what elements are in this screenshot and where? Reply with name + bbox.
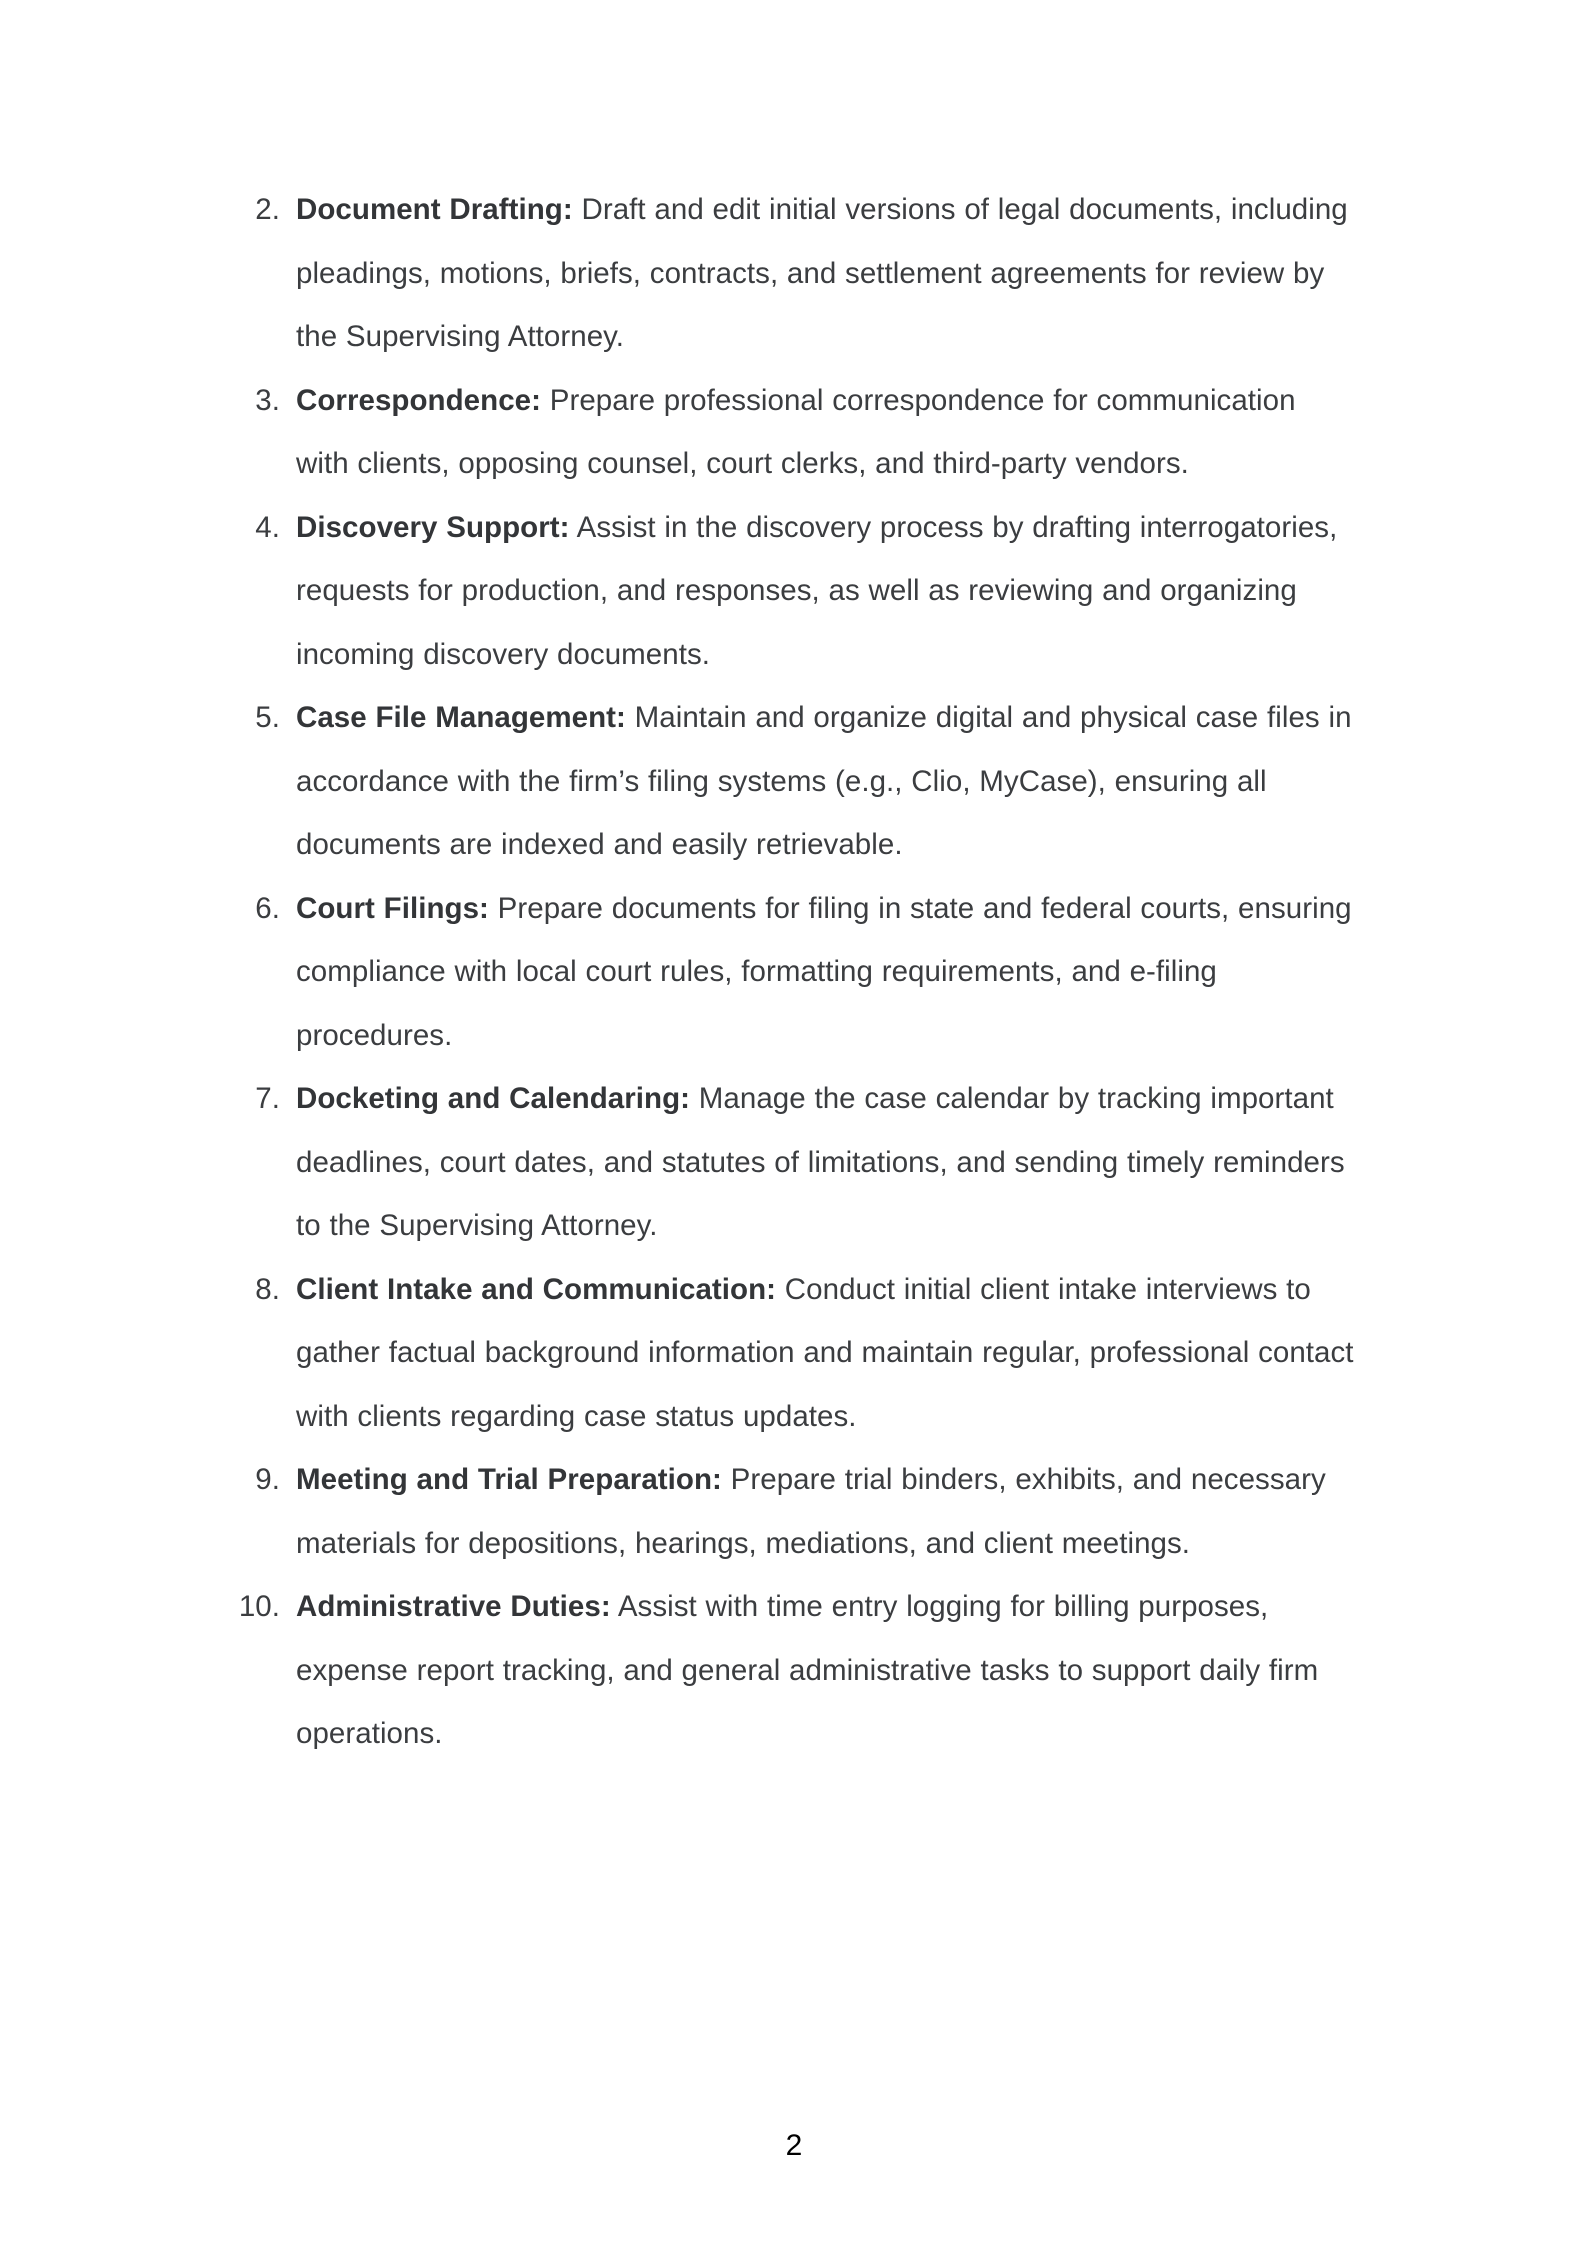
list-item-number: 9. bbox=[255, 1463, 280, 1496]
list-item-description: Draft and edit initial versions of legal documents, including pleadings, motions, briefs, contracts, and settlement agreements for review by the Supervising Attorney. bbox=[296, 193, 1348, 353]
list-item-label: Docketing and Calendaring: bbox=[296, 1082, 691, 1115]
list-item-description: Prepare trial binders, exhibits, and necessary materials for depositions, hearings, mediations, and client meetings. bbox=[296, 1463, 1326, 1560]
list-item bbox=[232, 877, 1356, 1068]
list-item-description: Prepare professional correspondence for communication with clients, opposing counsel, court clerks, and third-party vendors. bbox=[296, 383, 1296, 480]
list-item bbox=[232, 1258, 1356, 1449]
list-item-number: 5. bbox=[255, 701, 280, 734]
list-item-number: 10. bbox=[238, 1590, 280, 1623]
list-item-label: Meeting and Trial Preparation: bbox=[296, 1463, 722, 1496]
list-item-description: Conduct initial client intake interviews to gather factual background information and maintain regular, professional contact with clients regarding case status updates. bbox=[296, 1272, 1354, 1433]
list-item-label: Document Drafting: bbox=[296, 193, 573, 226]
document-body bbox=[232, 178, 1356, 1766]
page-number: 2 bbox=[785, 2129, 803, 2162]
page-footer bbox=[0, 2128, 1588, 2164]
list-item-description: Assist in the discovery process by drafting interrogatories, requests for production, and responses, as well as reviewing and organizing incoming discovery documents. bbox=[296, 510, 1338, 671]
list-item-label: Case File Management: bbox=[296, 701, 626, 734]
list-item-description: Manage the case calendar by tracking important deadlines, court dates, and statutes of limitations, and sending timely reminders to the Supervising Attorney. bbox=[296, 1082, 1345, 1242]
list-item bbox=[232, 686, 1356, 877]
list-item-number: 8. bbox=[255, 1272, 280, 1306]
list-item-number: 2. bbox=[255, 193, 280, 226]
duties-list bbox=[232, 178, 1356, 1766]
list-item bbox=[232, 1067, 1356, 1258]
list-item-label: Court Filings: bbox=[296, 891, 489, 925]
list-item-description: Prepare documents for filing in state and federal courts, ensuring compliance with local court rules, formatting requirements, and e-filing procedures. bbox=[296, 891, 1352, 1052]
list-item-description: Maintain and organize digital and physical case files in accordance with the firm’s filing systems (e.g., Clio, MyCase), ensuring all documents are indexed and easily retrievable. bbox=[296, 701, 1352, 861]
list-item-label: Client Intake and Communication: bbox=[296, 1272, 777, 1306]
list-item-label: Correspondence: bbox=[296, 383, 541, 417]
list-item-number: 7. bbox=[255, 1082, 280, 1115]
list-item-number: 4. bbox=[255, 510, 280, 544]
list-item-number: 3. bbox=[255, 383, 280, 417]
list-item bbox=[232, 496, 1356, 687]
list-item bbox=[232, 178, 1356, 369]
list-item-number: 6. bbox=[255, 891, 280, 925]
list-item-label: Discovery Support: bbox=[296, 510, 570, 544]
list-item bbox=[232, 369, 1356, 496]
list-item bbox=[232, 1575, 1356, 1766]
list-item-label: Administrative Duties: bbox=[296, 1590, 611, 1623]
list-item-description: Assist with time entry logging for billing purposes, expense report tracking, and general administrative tasks to support daily firm operations. bbox=[296, 1590, 1319, 1750]
list-item bbox=[232, 1448, 1356, 1575]
